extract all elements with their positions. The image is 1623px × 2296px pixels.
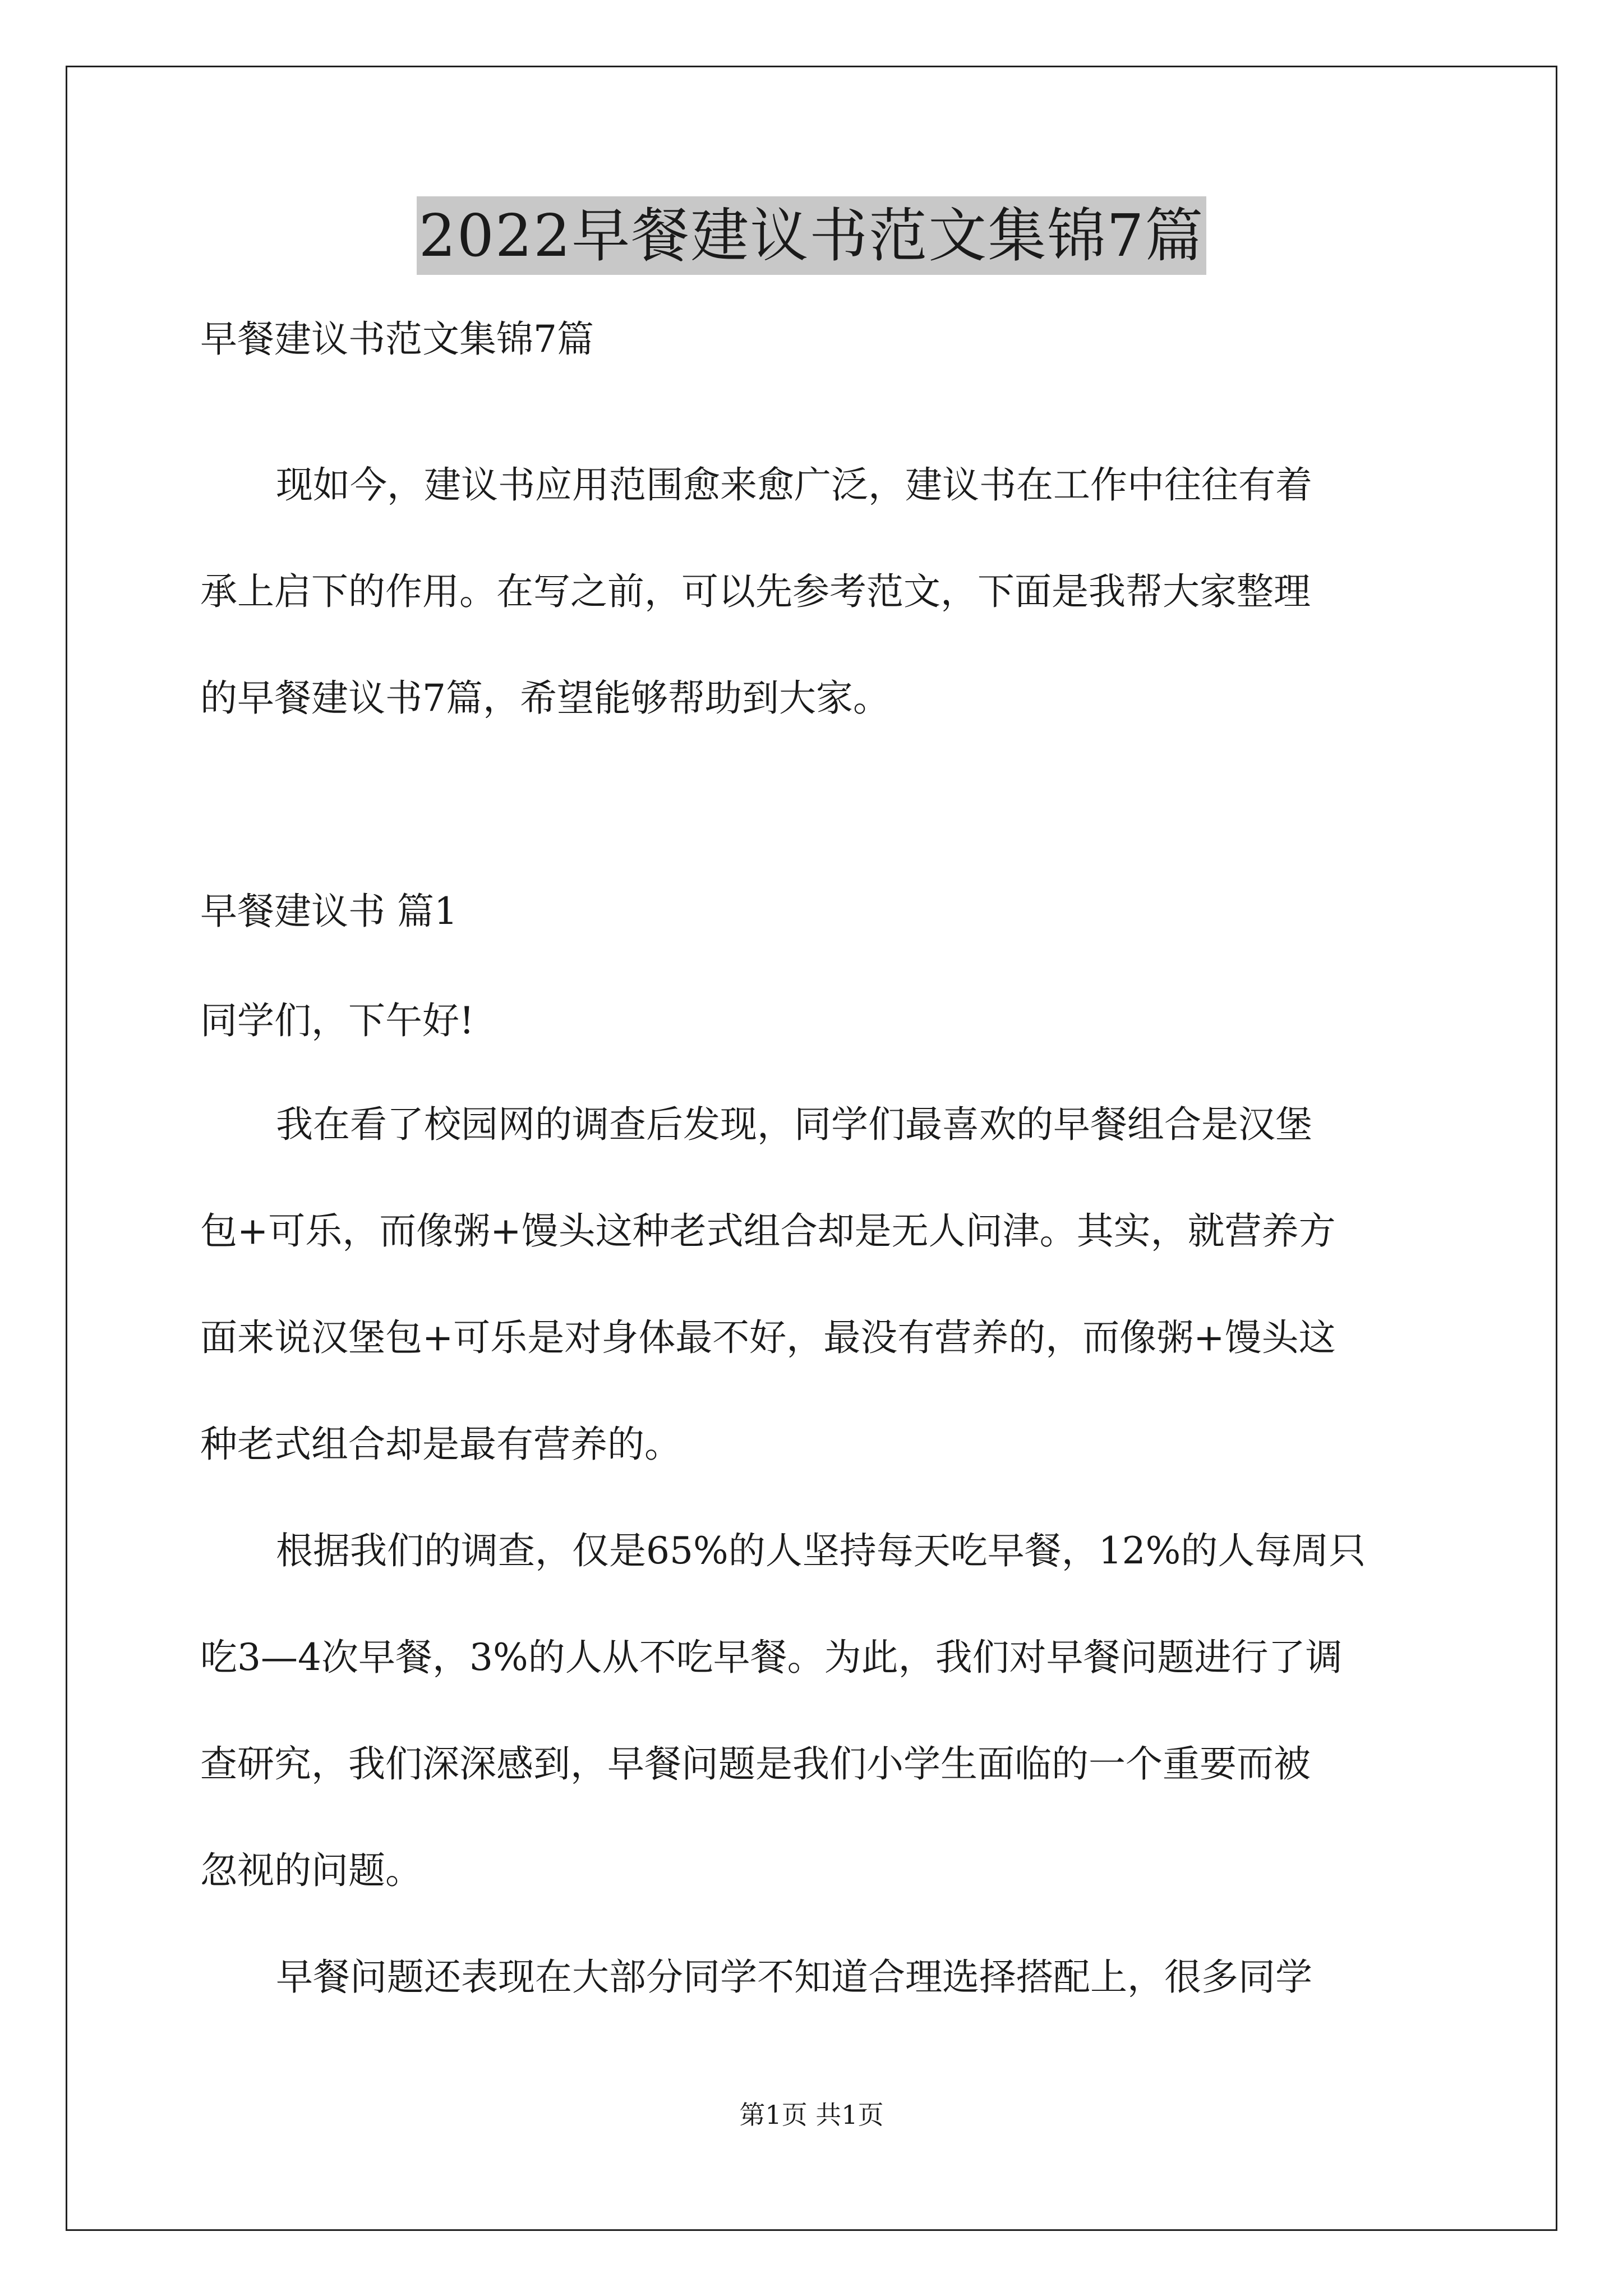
body-line: 的早餐建议书7篇，希望能够帮助到大家。 xyxy=(200,677,890,720)
subtitle-line: 早餐建议书范文集锦7篇 xyxy=(200,318,594,361)
body-line: 根据我们的调查，仅是65%的人坚持每天吃早餐，12%的人每周只 xyxy=(276,1529,1366,1572)
body-line: 忽视的问题。 xyxy=(200,1849,422,1892)
body-line: 种老式组合却是最有营养的。 xyxy=(200,1423,681,1466)
title-block xyxy=(0,196,1623,275)
body-line: 吃3—4次早餐，3%的人从不吃早餐。为此，我们对早餐问题进行了调 xyxy=(200,1636,1343,1679)
document-title: 2022早餐建议书范文集锦7篇 xyxy=(417,196,1207,275)
page-footer: 第1页 共1页 xyxy=(739,2100,884,2130)
body-line: 现如今，建议书应用范围愈来愈广泛，建议书在工作中往往有着 xyxy=(276,463,1312,507)
body-line: 承上启下的作用。在写之前，可以先参考范文，下面是我帮大家整理 xyxy=(200,570,1311,613)
section-heading: 早餐建议书 篇1 xyxy=(200,890,458,933)
body-line: 早餐问题还表现在大部分同学不知道合理选择搭配上，很多同学 xyxy=(276,1955,1312,1999)
body-line: 查研究，我们深深感到，早餐问题是我们小学生面临的一个重要而被 xyxy=(200,1742,1311,1786)
body-line: 我在看了校园网的调查后发现，同学们最喜欢的早餐组合是汉堡 xyxy=(276,1103,1312,1146)
body-line: 面来说汉堡包+可乐是对身体最不好，最没有营养的，而像粥+馒头这 xyxy=(200,1316,1336,1359)
body-line: 包+可乐，而像粥+馒头这种老式组合却是无人问津。其实，就营养方 xyxy=(200,1209,1336,1253)
greeting-line: 同学们，下午好! xyxy=(200,999,474,1042)
